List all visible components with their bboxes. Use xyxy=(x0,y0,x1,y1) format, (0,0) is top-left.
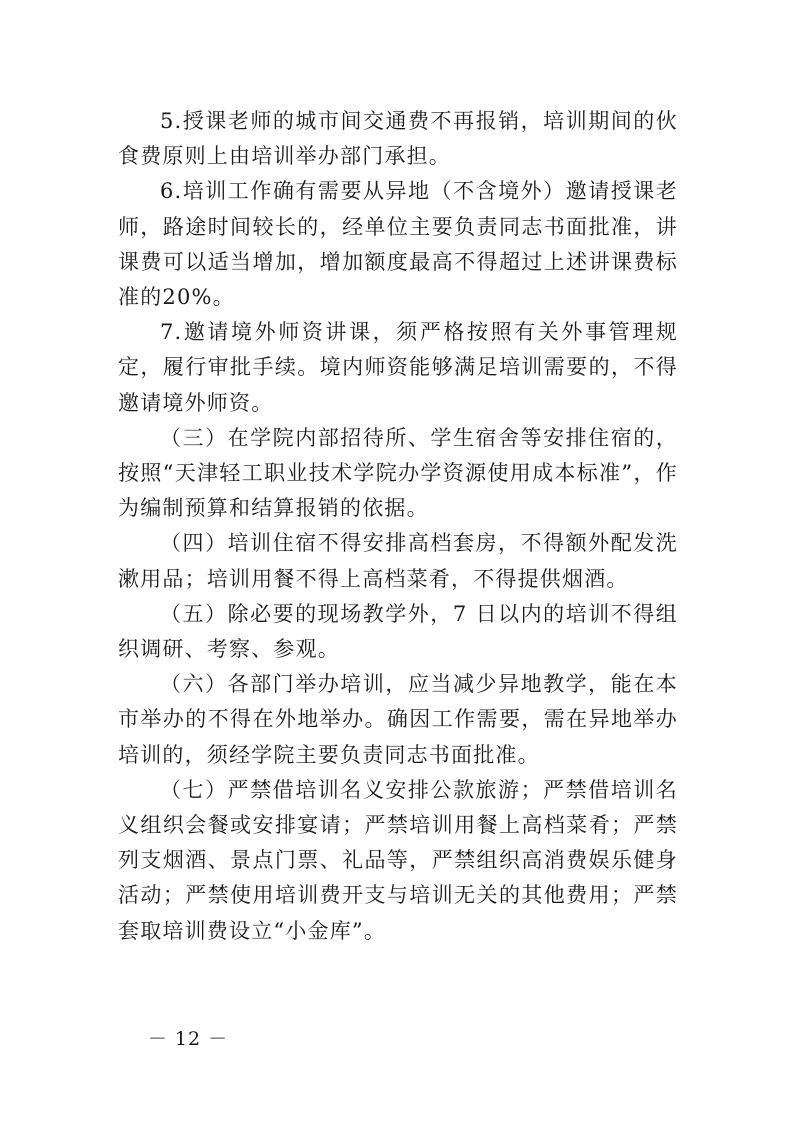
paragraph-section-4: （四）培训住宿不得安排高档套房，不得额外配发洗漱用品；培训用餐不得上高档菜肴，不得提供烟酒。 xyxy=(118,531,678,591)
paragraph-section-7: （七）严禁借培训名义安排公款旅游；严禁借培训名义组织会餐或安排宴请；严禁培训用餐上高档菜肴；严禁列支烟酒、景点门票、礼品等，严禁组织高消费娱乐健身活动；严禁使用培训费开支与培训无关的其他费用；严禁套取培训费设立“小金库”。 xyxy=(118,777,678,943)
body-text xyxy=(118,104,678,949)
paragraph-section-5: （五）除必要的现场教学外，7 日以内的培训不得组织调研、考察、参观。 xyxy=(118,601,678,662)
paragraph-item-6: 6.培训工作确有需要从异地（不含境外）邀请授课老师，路途时间较长的，经单位主要负责同志书面批准，讲课费可以适当增加，增加额度最高不得超过上述讲课费标准的20%。 xyxy=(118,179,678,310)
paragraph-item-5: 5.授课老师的城市间交通费不再报销，培训期间的伙食费原则上由培训举办部门承担。 xyxy=(118,109,678,169)
paragraph-item-7: 7.邀请境外师资讲课，须严格按照有关外事管理规定，履行审批手续。境内师资能够满足培训需要的，不得邀请境外师资。 xyxy=(118,320,678,415)
page-number: － 12 － xyxy=(147,1028,229,1050)
paragraph-section-3: （三）在学院内部招待所、学生宿舍等安排住宿的，按照“天津轻工职业技术学院办学资源使用成本标准”，作为编制预算和结算报销的依据。 xyxy=(118,425,678,521)
paragraph-section-6: （六）各部门举办培训，应当减少异地教学，能在本市举办的不得在外地举办。确因工作需要，需在异地举办培训的，须经学院主要负责同志书面批准。 xyxy=(118,672,678,767)
